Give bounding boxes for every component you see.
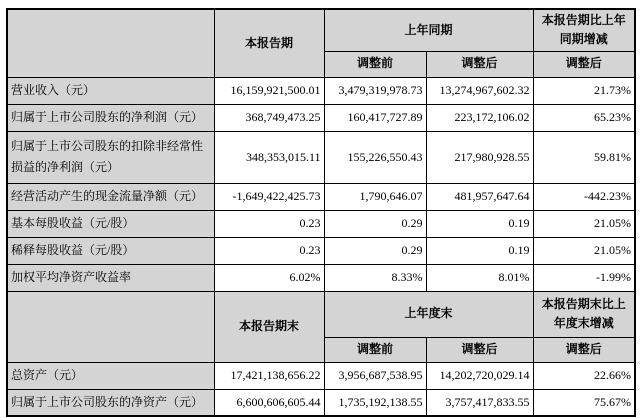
period-header-row-1 xyxy=(7,9,635,51)
value-cell: 22.66% xyxy=(533,362,635,389)
value-cell: 75.67% xyxy=(533,389,635,416)
col-header-current-period-end: 本报告期末 xyxy=(214,291,324,362)
row-label-weighted-avg-roe: 加权平均净资产收益率 xyxy=(7,264,214,291)
value-cell: 0.23 xyxy=(214,237,324,264)
value-cell: 368,749,473.25 xyxy=(214,104,324,131)
value-cell: 14,202,720,029.14 xyxy=(426,362,533,389)
row-label-net-profit-excl-nonrecurring: 归属于上市公司股东的扣除非经常性损益的净利润（元） xyxy=(7,131,214,183)
col-header-period-change-group: 本报告期比上年同期增减 xyxy=(533,9,635,51)
value-cell: -1,649,422,425.73 xyxy=(214,183,324,210)
value-cell: 1,790,646.07 xyxy=(324,183,426,210)
col-header-prior-period-group: 上年同期 xyxy=(324,9,533,51)
col-header-current-period: 本报告期 xyxy=(214,9,324,77)
row-label-operating-cash-flow: 经营活动产生的现金流量净额（元） xyxy=(7,183,214,210)
value-cell: 481,957,647.64 xyxy=(426,183,533,210)
value-cell: 0.29 xyxy=(324,210,426,237)
table-row xyxy=(7,104,635,131)
value-cell: 6,600,606,605.44 xyxy=(214,389,324,416)
row-label-total-assets: 总资产（元） xyxy=(7,362,214,389)
subheader-before-adjust: 调整前 xyxy=(324,337,426,362)
table-row xyxy=(7,389,635,416)
value-cell: 217,980,928.55 xyxy=(426,131,533,183)
value-cell: 3,757,417,833.55 xyxy=(426,389,533,416)
value-cell: 0.29 xyxy=(324,237,426,264)
subheader-after-adjust: 调整后 xyxy=(426,51,533,77)
value-cell: -1.99% xyxy=(533,264,635,291)
row-label-basic-eps: 基本每股收益（元/股） xyxy=(7,210,214,237)
table-row xyxy=(7,210,635,237)
row-label-diluted-eps: 稀释每股收益（元/股） xyxy=(7,237,214,264)
value-cell: 21.05% xyxy=(533,237,635,264)
table-row xyxy=(7,264,635,291)
value-cell: 155,226,550.43 xyxy=(324,131,426,183)
yearend-header-row-1 xyxy=(7,291,635,337)
value-cell: 0.19 xyxy=(426,237,533,264)
value-cell: 0.23 xyxy=(214,210,324,237)
value-cell: 16,159,921,500.01 xyxy=(214,77,324,104)
value-cell: 17,421,138,656.22 xyxy=(214,362,324,389)
value-cell: 348,353,015.11 xyxy=(214,131,324,183)
corner-blank-cell xyxy=(7,9,214,77)
value-cell: 3,479,319,978.73 xyxy=(324,77,426,104)
value-cell: 0.19 xyxy=(426,210,533,237)
table-row xyxy=(7,77,635,104)
col-header-prior-yearend-group: 上年度末 xyxy=(324,291,533,337)
financial-summary-table xyxy=(6,8,636,417)
value-cell: 21.73% xyxy=(533,77,635,104)
table-row xyxy=(7,237,635,264)
row-label-revenue: 营业收入（元） xyxy=(7,77,214,104)
value-cell: 6.02% xyxy=(214,264,324,291)
value-cell: 223,172,106.02 xyxy=(426,104,533,131)
value-cell: -442.23% xyxy=(533,183,635,210)
subheader-change-after-adjust: 调整后 xyxy=(533,51,635,77)
table-row xyxy=(7,362,635,389)
row-label-net-assets: 归属于上市公司股东的净资产（元） xyxy=(7,389,214,416)
value-cell: 65.23% xyxy=(533,104,635,131)
value-cell: 8.01% xyxy=(426,264,533,291)
subheader-before-adjust: 调整前 xyxy=(324,51,426,77)
value-cell: 1,735,192,138.55 xyxy=(324,389,426,416)
value-cell: 13,274,967,602.32 xyxy=(426,77,533,104)
value-cell: 21.05% xyxy=(533,210,635,237)
row-label-net-profit: 归属于上市公司股东的净利润（元） xyxy=(7,104,214,131)
value-cell: 3,956,687,538.95 xyxy=(324,362,426,389)
table-row xyxy=(7,131,635,183)
subheader-after-adjust: 调整后 xyxy=(426,337,533,362)
col-header-yearend-change-group: 本报告期末比上年度末增减 xyxy=(533,291,635,337)
value-cell: 160,417,727.89 xyxy=(324,104,426,131)
value-cell: 59.81% xyxy=(533,131,635,183)
value-cell: 8.33% xyxy=(324,264,426,291)
corner-blank-cell xyxy=(7,291,214,362)
subheader-change-after-adjust: 调整后 xyxy=(533,337,635,362)
table-row xyxy=(7,183,635,210)
